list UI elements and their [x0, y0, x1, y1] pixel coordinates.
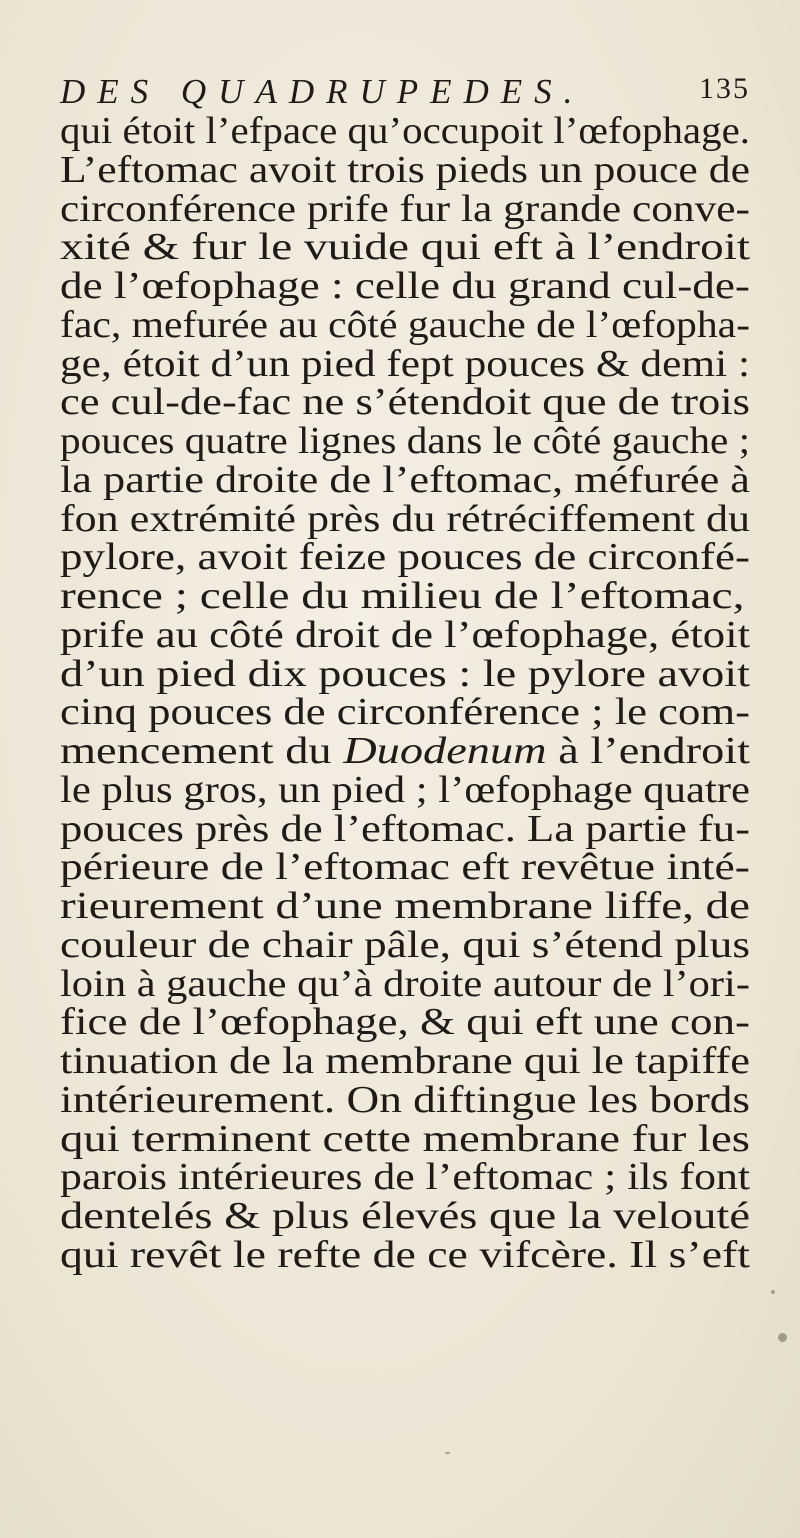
text-run: de l’œfophage : celle du grand cul-de-: [60, 265, 750, 307]
text-line-content: [60, 768, 750, 811]
text-line-content: [60, 887, 750, 926]
text-line-content: [60, 148, 751, 191]
text-run: rence ; celle du milieu de l’eftomac,: [60, 575, 745, 617]
text-run: mencement du: [60, 730, 344, 772]
text-line: [60, 422, 750, 461]
text-line: [60, 228, 750, 267]
page-number: 135: [699, 72, 750, 105]
text-line: [60, 923, 751, 966]
text-run: qui revêt le refte de ce vifcère. Il s’eft: [60, 1233, 750, 1276]
text-line: [60, 1117, 750, 1160]
text-run: loin à gauche qu’à droite autour de l’ori-: [60, 962, 750, 1005]
text-line: [60, 1003, 750, 1042]
text-run: tinuation de la membrane qui le tapiffe: [60, 1040, 751, 1082]
text-run: pouces près de l’eftomac. La partie fu-: [60, 807, 750, 850]
text-line-content: [60, 228, 750, 267]
text-run: xité & fur le vuide qui eft à l’endroit: [60, 226, 750, 269]
body-text: [60, 112, 750, 1275]
text-line-content: [60, 422, 750, 461]
text-line: [60, 652, 751, 695]
ink-speck: [778, 1333, 787, 1342]
text-run: fac, mefurée au côté gauche de l’œfopha-: [60, 303, 751, 346]
text-line-content: [60, 962, 750, 1005]
text-line: [60, 1197, 750, 1236]
text-line: [60, 848, 750, 887]
text-line-content: [60, 342, 751, 385]
text-run: qui terminent cette membrane fur les: [60, 1117, 750, 1160]
text-line: [60, 497, 751, 540]
running-title: DES QUADRUPEDES.: [60, 72, 585, 111]
text-line: [60, 148, 751, 191]
text-line: [60, 1078, 751, 1121]
text-line-content: [60, 1078, 751, 1121]
text-line: [60, 538, 750, 577]
text-run: ce cul-de-fac ne s’étendoit que de trois: [60, 381, 750, 424]
text-line: [60, 267, 750, 306]
text-run: prife au côté droit de l’œfophage, étoit: [60, 613, 751, 656]
text-line-content: [60, 1158, 750, 1197]
text-line: [60, 342, 751, 385]
italic-term: Duodenum: [343, 730, 547, 772]
text-line-content: [60, 1197, 750, 1236]
text-line-content: [60, 923, 751, 966]
text-line-content: [60, 1117, 750, 1160]
text-run: cinq pouces de circonférence ; le com-: [60, 691, 751, 734]
text-run: intérieurement. On diftingue les bords: [60, 1078, 751, 1121]
text-run: fon extrémité près du rétréciffement du: [60, 497, 751, 540]
text-line-content: [60, 267, 750, 306]
text-run: le plus gros, un pied ; l’œfophage quatre: [60, 768, 750, 811]
text-run: à l’endroit: [546, 730, 751, 772]
text-run: dentelés & plus élevés que la velouté: [60, 1195, 751, 1237]
text-line: [60, 187, 751, 230]
text-line-content: [60, 693, 750, 732]
text-line-content: [60, 497, 751, 540]
text-run: rieurement d’une membrane liffe, de: [60, 885, 751, 927]
text-run: fice de l’œfophage, & qui eft une con-: [60, 1001, 751, 1044]
text-run: pouces quatre lignes dans le côté gauche ;: [60, 420, 751, 462]
text-run: d’un pied dix pouces : le pylore avoit: [60, 652, 751, 695]
text-line: [60, 577, 750, 616]
text-run: parois intérieures de l’eftomac ; ils font: [60, 1156, 750, 1199]
text-run: circonférence prife fur la grande conve-: [60, 187, 751, 230]
page-header: [60, 72, 750, 112]
text-run: qui étoit l’efpace qu’occupoit l’œfophage.: [60, 110, 750, 152]
text-line-content: [60, 848, 750, 887]
ink-speck: [771, 1290, 775, 1294]
text-line: [60, 613, 751, 656]
ink-speck: [445, 1452, 450, 1454]
text-line-content: [60, 458, 750, 501]
text-run: ge, étoit d’un pied fept pouces & demi :: [60, 342, 751, 385]
text-run: L’eftomac avoit trois pieds un pouce de: [60, 148, 751, 191]
text-line: [60, 1158, 750, 1197]
text-line-content: [60, 732, 750, 771]
text-run: couleur de chair pâle, qui s’étend plus: [60, 923, 751, 966]
text-line: [60, 693, 750, 732]
text-line: [60, 458, 750, 501]
text-line-content: [60, 1042, 750, 1081]
text-line-content: [60, 613, 751, 656]
text-line: [60, 112, 750, 151]
text-run: pylore, avoit feize pouces de circonfé-: [60, 536, 751, 579]
text-line: [60, 303, 751, 346]
text-line-content: [60, 383, 750, 422]
text-line: [60, 962, 750, 1005]
text-run: la partie droite de l’eftomac, méfurée à: [60, 458, 750, 501]
text-line-content: [60, 538, 750, 577]
text-line: [60, 1233, 750, 1276]
text-line-content: [60, 303, 751, 346]
text-line-content: [60, 652, 751, 695]
text-line-content: [60, 1233, 750, 1276]
text-line: [60, 887, 750, 926]
text-line: [60, 768, 750, 811]
text-line: [60, 732, 750, 771]
text-line: [60, 1042, 750, 1081]
text-line-content: [60, 187, 751, 230]
text-line-content: [60, 807, 750, 850]
text-line-content: [60, 112, 750, 151]
text-line: [60, 807, 750, 850]
text-line-content: [60, 1003, 750, 1042]
text-line-content: [60, 577, 744, 616]
text-line: [60, 383, 750, 422]
text-run: périeure de l’eftomac eft revêtue inté-: [60, 846, 750, 889]
